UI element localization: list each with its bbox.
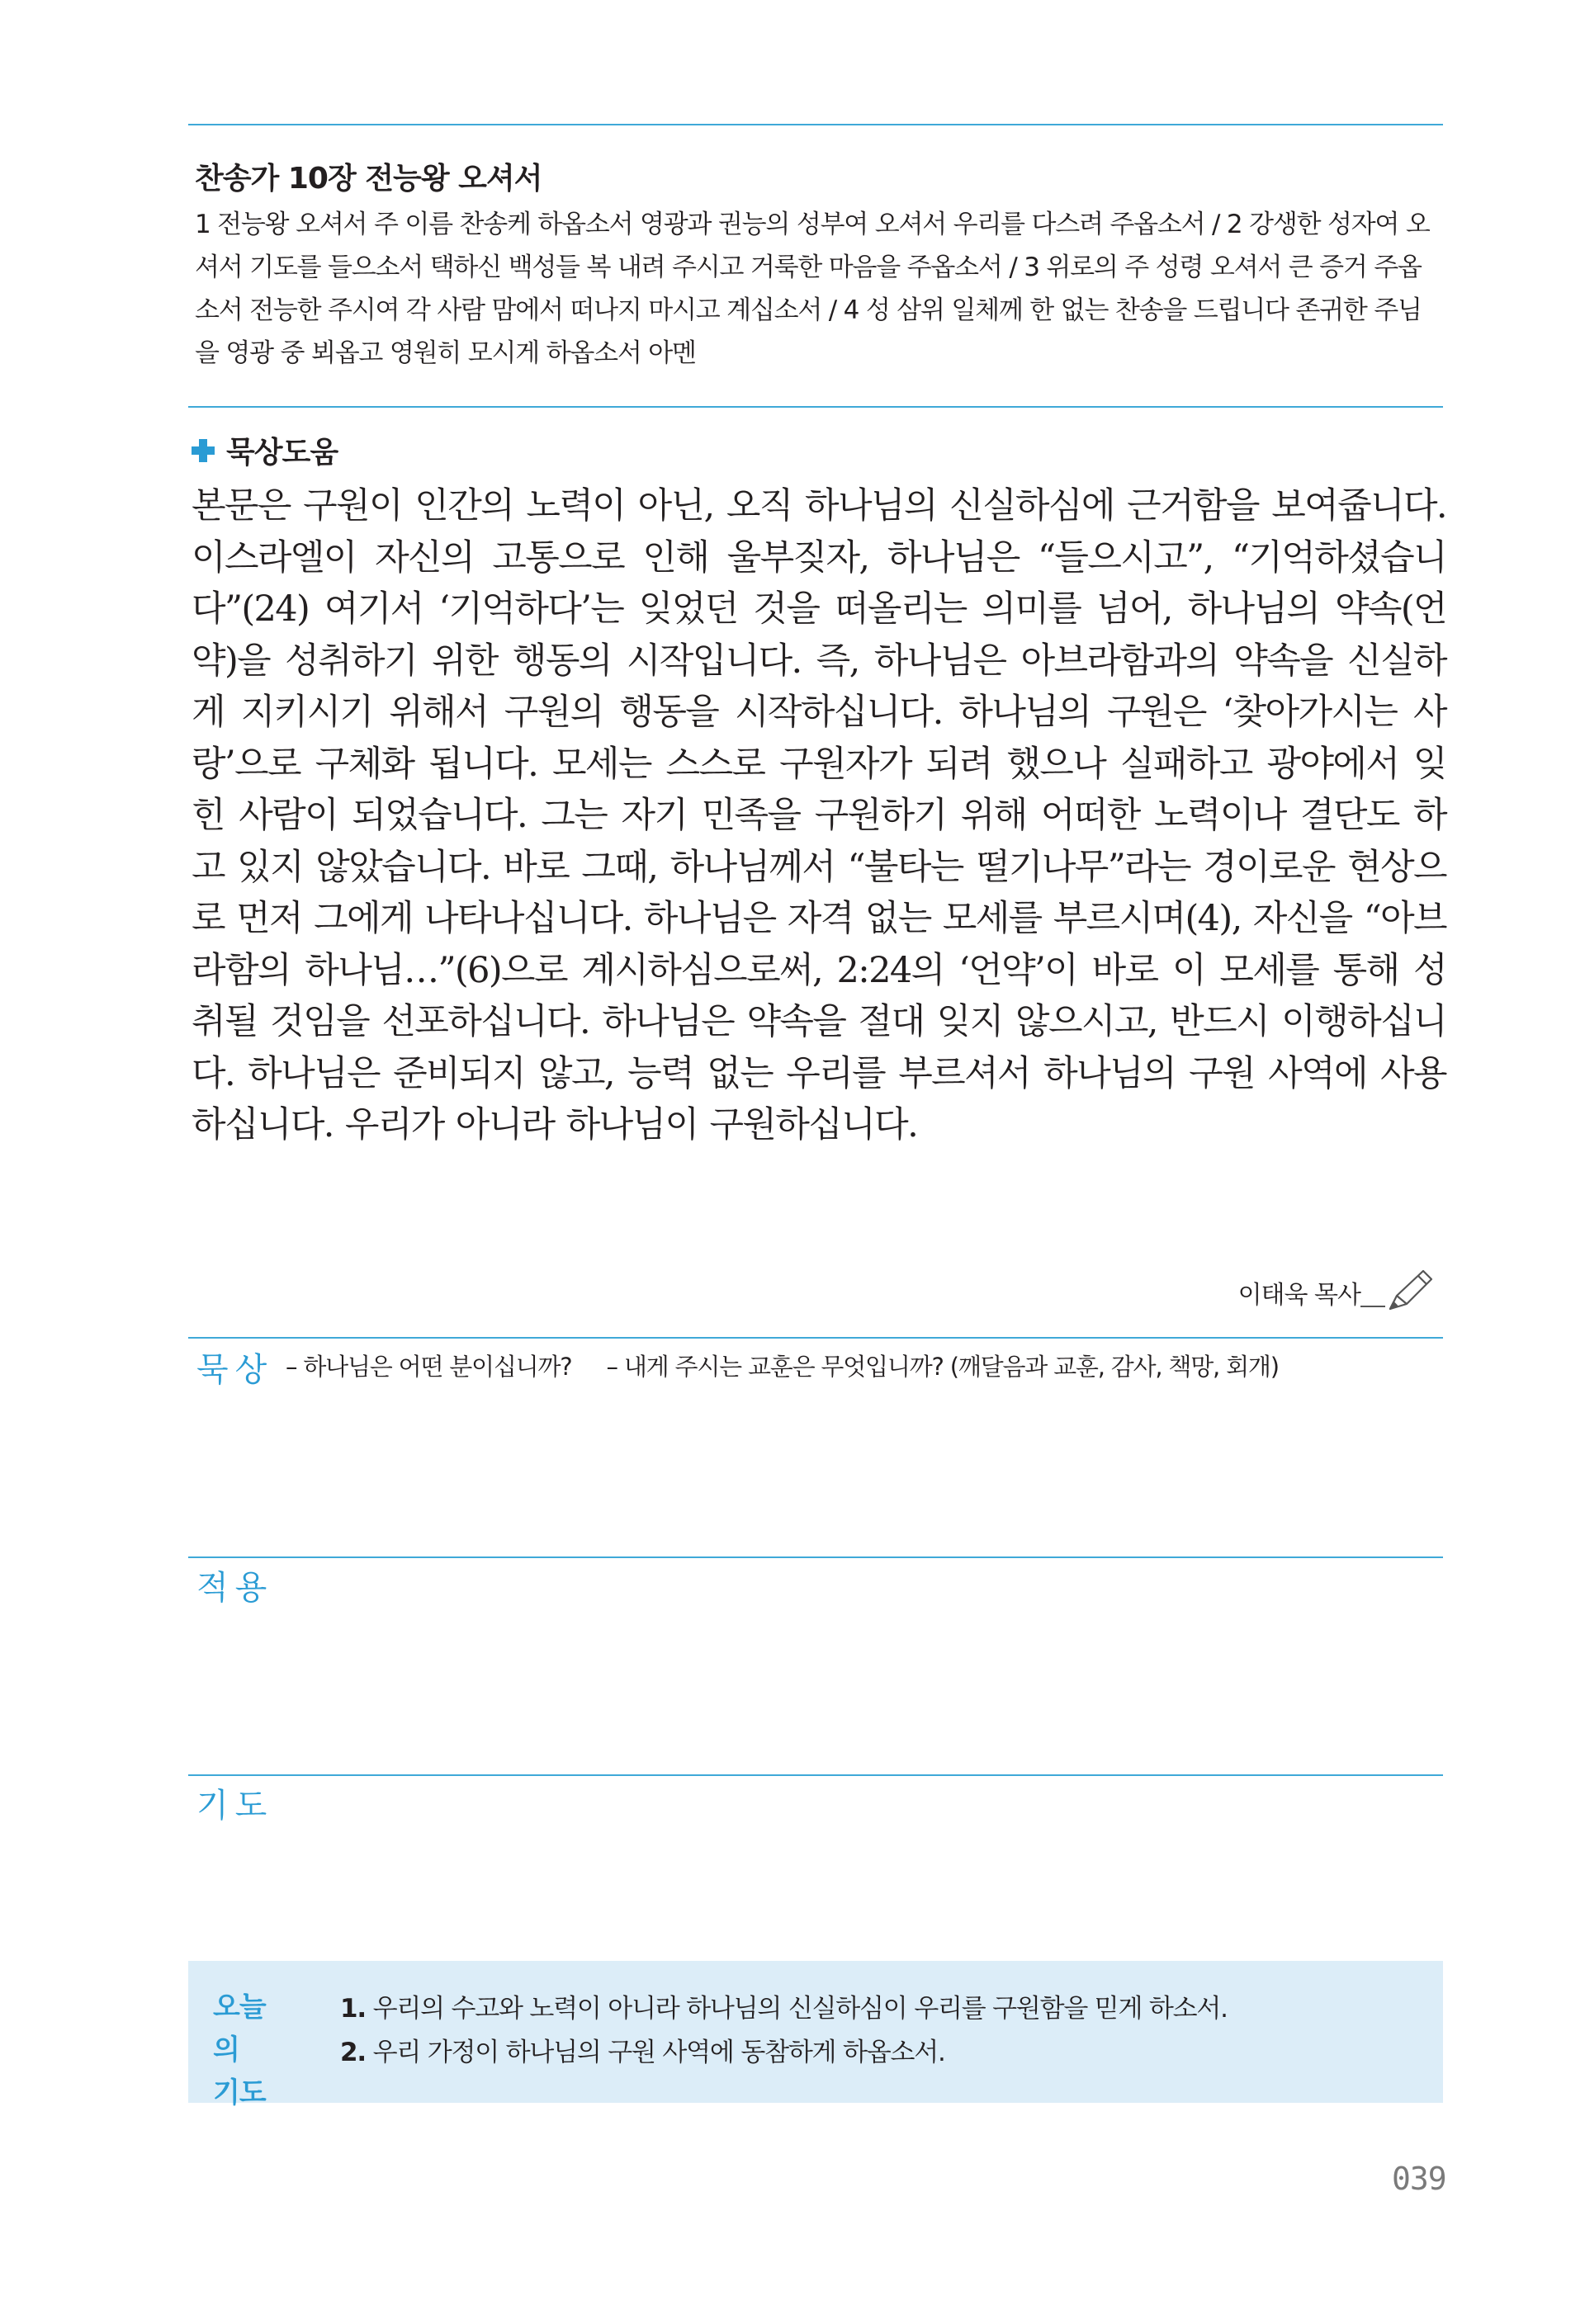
page-number: 039 [1392,2161,1446,2197]
prayer-item [340,2031,1228,2075]
hymn-title: 찬송가 10장 전능왕 오셔서 [195,162,542,196]
prayer-item-text: 우리의 수고와 노력이 아니라 하나님의 신실하심이 우리를 구원함을 믿게 하소서. [372,1994,1228,2024]
meditation-question-1: – 하나님은 어떤 분이십니까? [286,1353,572,1381]
meditation-help-heading [192,429,338,471]
application-label: 적용 [196,1569,274,1607]
meditation-help-heading-text: 묵상도움 [226,436,338,470]
prayer-item-number: 2. [340,2038,366,2067]
meditation-question-2: – 내게 주시는 교훈은 무엇입니까? (깨달음과 교훈, 감사, 책망, 회개) [606,1353,1279,1381]
hymn-lyrics: 1 전능왕 오셔서 주 이름 찬송케 하옵소서 영광과 권능의 성부여 오셔서 우리를 다스려 주옵소서 / 2 강생한 성자여 오셔서 기도를 들으소서 택하신 백성들 복 내려 주시고 거룩한 마음을 주옵소서 / 3 위로의 주 성령 오셔서 큰 증거 주옵소서 전능한 주시여 각 사람 맘에서 떠나지 마시고 계십소서 / 4 성 삼위 일체께 한 없는 찬송을 드립니다 존귀한 주님을 영광 중 뵈옵고 영원히 모시게 하옵소서 아멘 [195,210,1430,368]
todays-prayer-label-line2: 기도 [213,2076,266,2109]
author-name: 이태욱 목사 [1237,1281,1360,1310]
todays-prayer-list [340,1987,1228,2075]
todays-prayer-label-line1: 오늘의 [213,1991,266,2067]
prayer-label: 기도 [196,1787,274,1825]
pencil-icon [1385,1266,1436,1316]
prayer-rule [188,1774,1443,1776]
meditation-rule [188,1337,1443,1339]
prayer-item-text: 우리 가정이 하나님의 구원 사역에 동참하게 하옵소서. [372,2038,945,2067]
top-rule [188,124,1443,125]
signature-line [1360,1306,1385,1307]
todays-prayer-box [188,1961,1443,2109]
todays-prayer-label [213,1986,279,2114]
meditation-label: 묵상 [196,1351,274,1389]
prayer-item [340,1987,1228,2031]
meditation-questions [286,1349,1307,1382]
author-signature [1222,1266,1436,1316]
meditation-help-body: 본문은 구원이 인간의 노력이 아닌, 오직 하나님의 신실하심에 근거함을 보여줍니다. 이스라엘이 자신의 고통으로 인해 울부짖자, 하나님은 “들으시고”, “기억하셨습니다”(24) 여기서 ‘기억하다’는 잊었던 것을 떠올리는 의미를 넘어, 하나님의 약속(언약)을 성취하기 위한 행동의 시작입니다. 즉, 하나님은 아브라함과의 약속을 신실하게 지키시기 위해서 구원의 행동을 시작하십니다. 하나님의 구원은 ‘찾아가시는 사랑’으로 구체화 됩니다. 모세는 스스로 구원자가 되려 했으나 실패하고 광야에서 잊힌 사람이 되었습니다. 그는 자기 민족을 구원하기 위해 어떠한 노력이나 결단도 하고 있지 않았습니다. 바로 그때, 하나님께서 “불타는 떨기나무”라는 경이로운 현상으로 먼저 그에게 나타나십니다. 하나님은 자격 없는 모세를 부르시며(4), 자신을 “아브라함의 하나님…”(6)으로 계시하심으로써, 2:24의 ‘언약’이 바로 이 모세를 통해 성취될 것임을 선포하십니다. 하나님은 약속을 절대 잊지 않으시고, 반드시 이행하십니다. 하나님은 준비되지 않고, 능력 없는 우리를 부르셔서 하나님의 구원 사역에 사용하십니다. 우리가 아니라 하나님이 구원하십니다. [192,485,1446,1145]
hymn-divider [188,406,1443,408]
application-rule [188,1556,1443,1558]
prayer-item-number: 1. [340,1994,366,2024]
plus-icon [192,439,215,462]
